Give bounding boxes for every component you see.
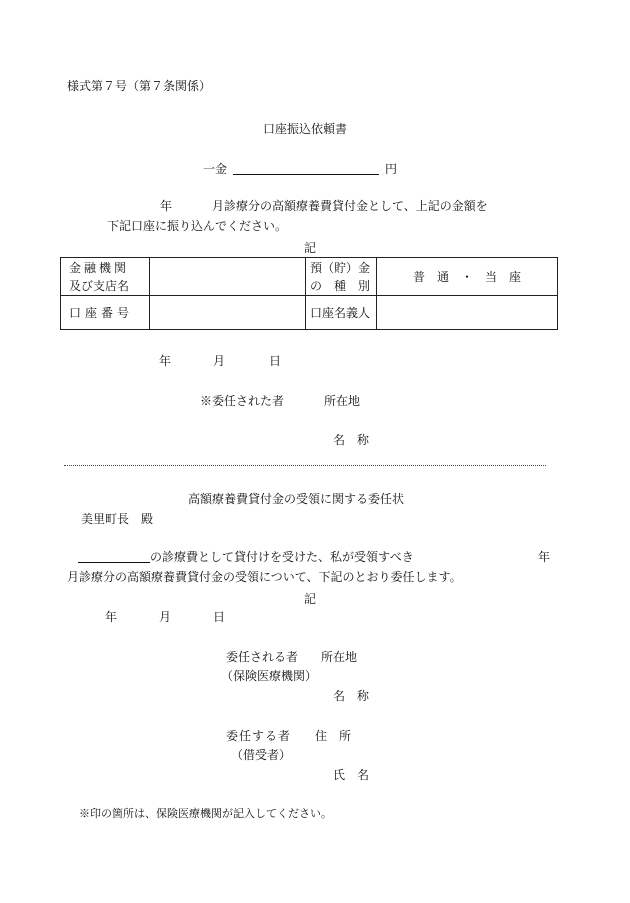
proxy-sentence-line1-text: の診療費として貸付けを受けた、私が受領すべき — [150, 550, 414, 564]
ki-heading-2: 記 — [304, 592, 317, 606]
request-date-month: 月 — [213, 354, 226, 368]
account-number-field[interactable] — [150, 296, 306, 330]
deposit-type-label-line1: 預（貯）金 — [310, 260, 371, 275]
request-sentence-line2: 下記口座に振り込んでください。 — [107, 219, 288, 233]
proxy-blank-field[interactable] — [78, 551, 150, 563]
entrusted-label: ※委任された者 — [200, 394, 285, 408]
ki-heading-1: 記 — [304, 241, 317, 255]
deposit-type-label-line2: の 種 別 — [310, 278, 371, 293]
form-number: 様式第７号（第７条関係） — [67, 79, 212, 93]
deposit-type-value: 普 通 ・ 当 座 — [412, 270, 521, 284]
entrusted-name-label: 名 称 — [333, 433, 370, 447]
proxy-entrusted-row — [226, 651, 357, 663]
account-holder-field[interactable] — [377, 296, 558, 330]
request-date-day: 日 — [269, 354, 282, 368]
bank-label-line1: 金融機関 — [69, 260, 130, 275]
account-table-row — [61, 258, 558, 296]
proxy-date-year: 年 — [105, 610, 118, 624]
bank-label — [61, 258, 150, 296]
proxy-entrusting-name-label: 氏 名 — [333, 768, 370, 782]
proxy-date[interactable] — [105, 611, 225, 623]
request-sentence-rest: 月診療分の高額療養費貸付金として、上記の金額を — [212, 199, 488, 213]
request-date-year: 年 — [159, 354, 172, 368]
proxy-title: 高額療養費貸付金の受領に関する委任状 — [188, 492, 405, 506]
cut-line — [64, 465, 546, 466]
amount-field[interactable] — [233, 162, 379, 175]
request-year-label: 年 — [160, 199, 173, 213]
proxy-date-month: 月 — [159, 610, 172, 624]
proxy-entrusted-address-label: 所在地 — [321, 650, 358, 664]
proxy-entrusted-label: 委任される者 — [226, 650, 299, 664]
proxy-date-day: 日 — [213, 610, 226, 624]
account-table-row — [61, 296, 558, 330]
proxy-entrusted-name-label: 名 称 — [333, 689, 370, 703]
request-title: 口座振込依頼書 — [263, 122, 348, 136]
bank-label-line2: 及び支店名 — [69, 278, 130, 293]
proxy-entrusting-address-label: 住 所 — [315, 729, 352, 743]
entrusted-row — [200, 395, 360, 407]
proxy-addressee: 美里町長 殿 — [81, 512, 154, 526]
account-number-label: 口座番号 — [61, 296, 150, 330]
proxy-hoken-label: （保険医療機関） — [221, 669, 318, 683]
amount-suffix: 円 — [385, 162, 398, 176]
request-date[interactable] — [159, 355, 281, 367]
proxy-borrower-label: （借受者） — [231, 748, 292, 762]
deposit-type-field[interactable] — [377, 258, 558, 296]
amount-line — [203, 162, 397, 175]
entrusted-address-label: 所在地 — [324, 394, 361, 408]
proxy-sentence-line1 — [78, 551, 414, 563]
account-table — [60, 257, 558, 330]
deposit-type-label — [306, 258, 377, 296]
request-sentence-line1 — [160, 200, 488, 212]
bank-field[interactable] — [150, 258, 306, 296]
footnote: ※印の箇所は、保険医療機関が記入してください。 — [79, 807, 332, 820]
proxy-sentence-line2: 月診療分の高額療養費貸付金の受領について、下記のとおり委任します。 — [67, 570, 462, 584]
account-holder-label: 口座名義人 — [306, 296, 377, 330]
proxy-entrusting-label: 委任する者 — [226, 729, 292, 743]
proxy-year-label: 年 — [538, 550, 551, 564]
amount-prefix: 一金 — [203, 162, 228, 176]
proxy-entrusting-row — [226, 730, 351, 742]
